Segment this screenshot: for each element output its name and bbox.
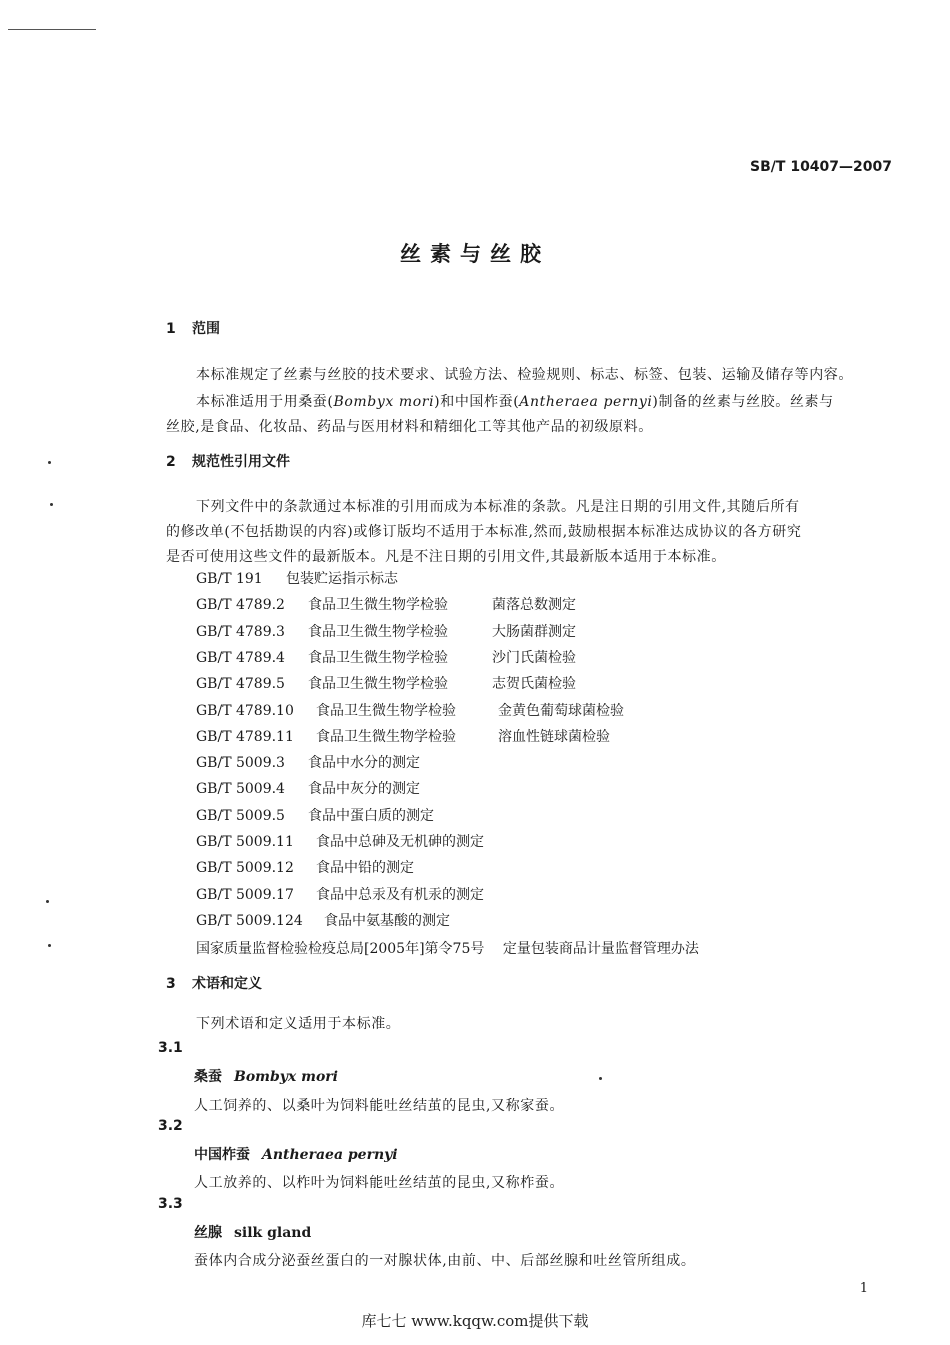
reference-item bbox=[196, 647, 576, 667]
reference-code: GB/T 191 bbox=[196, 571, 263, 587]
reference-title: 食品卫生微生物学检验 bbox=[308, 676, 448, 693]
reference-code: GB/T 5009.4 bbox=[196, 781, 285, 798]
reference-item bbox=[196, 778, 420, 798]
term-number: 3.3 bbox=[158, 1196, 183, 1212]
term-definition: 人工放养的、以柞叶为饲料能吐丝结茧的昆虫,又称柞蚕。 bbox=[194, 1175, 565, 1191]
reference-item bbox=[196, 752, 420, 772]
reference-subtitle: 溶血性链球菌检验 bbox=[498, 728, 610, 745]
term-number: 3.2 bbox=[158, 1118, 183, 1134]
reference-item bbox=[196, 805, 434, 825]
reference-title: 定量包装商品计量监督管理办法 bbox=[502, 941, 699, 957]
download-footer: 库七七 www.kqqw.com提供下载 bbox=[361, 1312, 589, 1330]
section-title: 规范性引用文件 bbox=[192, 454, 290, 470]
reference-code: 国家质量监督检验检疫总局[2005年]第令75号 bbox=[196, 941, 485, 957]
reference-code: GB/T 5009.11 bbox=[196, 834, 294, 850]
term-number: 3.1 bbox=[158, 1040, 183, 1056]
section-heading-scope bbox=[166, 318, 220, 338]
reference-item bbox=[196, 857, 414, 877]
reference-item bbox=[196, 594, 576, 614]
section-heading-terms bbox=[166, 973, 262, 993]
scan-artifact-dot bbox=[599, 1077, 602, 1080]
reference-item bbox=[196, 700, 624, 720]
reference-code: GB/T 4789.2 bbox=[196, 597, 285, 614]
section-number: 2 bbox=[166, 454, 176, 470]
reference-code: GB/T 4789.3 bbox=[196, 623, 285, 640]
term-definition: 蚕体内合成分泌蚕丝蛋白的一对腺状体,由前、中、后部丝腺和吐丝管所组成。 bbox=[194, 1253, 696, 1269]
scan-artifact-dot bbox=[48, 944, 51, 947]
reference-title: 食品卫生微生物学检验 bbox=[316, 702, 456, 719]
term-english: silk gland bbox=[234, 1225, 312, 1241]
reference-title: 食品中总汞及有机汞的测定 bbox=[316, 886, 484, 903]
scan-artifact-line bbox=[8, 29, 96, 30]
section-heading-normative bbox=[166, 451, 290, 471]
reference-subtitle: 志贺氏菌检验 bbox=[492, 676, 576, 693]
section-number: 1 bbox=[166, 321, 176, 337]
reference-subtitle: 金黄色葡萄球菌检验 bbox=[498, 702, 624, 719]
reference-title: 食品卫生微生物学检验 bbox=[308, 649, 448, 666]
scope-paragraph-1: 本标准规定了丝素与丝胶的技术要求、试验方法、检验规则、标志、标签、包装、运输及储存等内容。 bbox=[196, 367, 853, 383]
reference-subtitle: 沙门氏菌检验 bbox=[492, 649, 576, 666]
reference-item bbox=[196, 726, 610, 746]
reference-title: 食品中铅的测定 bbox=[316, 860, 414, 877]
term-definition: 人工饲养的、以桑叶为饲料能吐丝结茧的昆虫,又称家蚕。 bbox=[194, 1098, 565, 1114]
reference-title: 食品中总砷及无机砷的测定 bbox=[316, 834, 484, 850]
species-name: Bombyx mori bbox=[333, 394, 435, 410]
reference-item bbox=[196, 910, 450, 930]
term-english: Bombyx mori bbox=[234, 1069, 338, 1085]
reference-subtitle: 大肠菌群测定 bbox=[492, 623, 576, 640]
reference-title: 食品中水分的测定 bbox=[308, 755, 420, 772]
reference-code: GB/T 5009.124 bbox=[196, 912, 303, 929]
reference-title: 包装贮运指示标志 bbox=[286, 571, 398, 587]
section-number: 3 bbox=[166, 976, 176, 992]
term-name: 桑蚕 Bombyx mori bbox=[194, 1069, 338, 1085]
scope-paragraph-2: 本标准适用于用桑蚕(Bombyx mori)和中国柞蚕(Antheraea pernyi)制备的丝素与丝胶。丝素与 bbox=[196, 394, 834, 410]
reference-code: GB/T 5009.17 bbox=[196, 886, 294, 903]
normative-intro-line: 下列文件中的条款通过本标准的引用而成为本标准的条款。凡是注日期的引用文件,其随后所有 bbox=[196, 499, 800, 515]
reference-title: 食品中氨基酸的测定 bbox=[324, 912, 450, 929]
reference-title: 食品卫生微生物学检验 bbox=[316, 728, 456, 745]
terms-intro: 下列术语和定义适用于本标准。 bbox=[196, 1016, 401, 1032]
section-title: 范围 bbox=[192, 321, 220, 337]
reference-code: GB/T 4789.5 bbox=[196, 676, 285, 693]
section-title: 术语和定义 bbox=[192, 976, 262, 992]
reference-code: GB/T 5009.12 bbox=[196, 860, 294, 877]
reference-code: GB/T 4789.11 bbox=[196, 728, 294, 745]
term-name: 中国柞蚕 Antheraea pernyi bbox=[194, 1147, 398, 1163]
species-name: Antheraea pernyi bbox=[519, 394, 653, 410]
scan-artifact-dot bbox=[48, 461, 51, 464]
scan-artifact-dot bbox=[50, 503, 53, 506]
term-name: 丝腺 silk gland bbox=[194, 1225, 312, 1241]
reference-item bbox=[196, 673, 576, 693]
reference-item bbox=[196, 568, 398, 588]
term-english: Antheraea pernyi bbox=[262, 1147, 398, 1163]
reference-title: 食品卫生微生物学检验 bbox=[308, 623, 448, 640]
reference-decree bbox=[196, 938, 699, 958]
page-number: 1 bbox=[859, 1281, 868, 1296]
reference-title: 食品中灰分的测定 bbox=[308, 781, 420, 798]
document-title: 丝素与丝胶 bbox=[400, 242, 550, 266]
reference-code: GB/T 4789.4 bbox=[196, 649, 285, 666]
normative-intro-line: 的修改单(不包括勘误的内容)或修订版均不适用于本标准,然而,鼓励根据本标准达成协议的各方研究 bbox=[166, 524, 802, 540]
reference-code: GB/T 4789.10 bbox=[196, 702, 294, 719]
reference-code: GB/T 5009.3 bbox=[196, 755, 285, 772]
reference-item bbox=[196, 884, 484, 904]
reference-item bbox=[196, 621, 576, 641]
reference-subtitle: 菌落总数测定 bbox=[492, 597, 576, 614]
reference-item bbox=[196, 831, 484, 851]
reference-title: 食品中蛋白质的测定 bbox=[308, 807, 434, 824]
reference-title: 食品卫生微生物学检验 bbox=[308, 597, 448, 614]
reference-code: GB/T 5009.5 bbox=[196, 807, 285, 824]
standard-code: SB/T 10407—2007 bbox=[750, 159, 892, 175]
scan-artifact-dot bbox=[46, 900, 49, 903]
normative-intro-line: 是否可使用这些文件的最新版本。凡是不注日期的引用文件,其最新版本适用于本标准。 bbox=[166, 549, 726, 565]
scope-paragraph-2-cont: 丝胶,是食品、化妆品、药品与医用材料和精细化工等其他产品的初级原料。 bbox=[166, 419, 653, 435]
